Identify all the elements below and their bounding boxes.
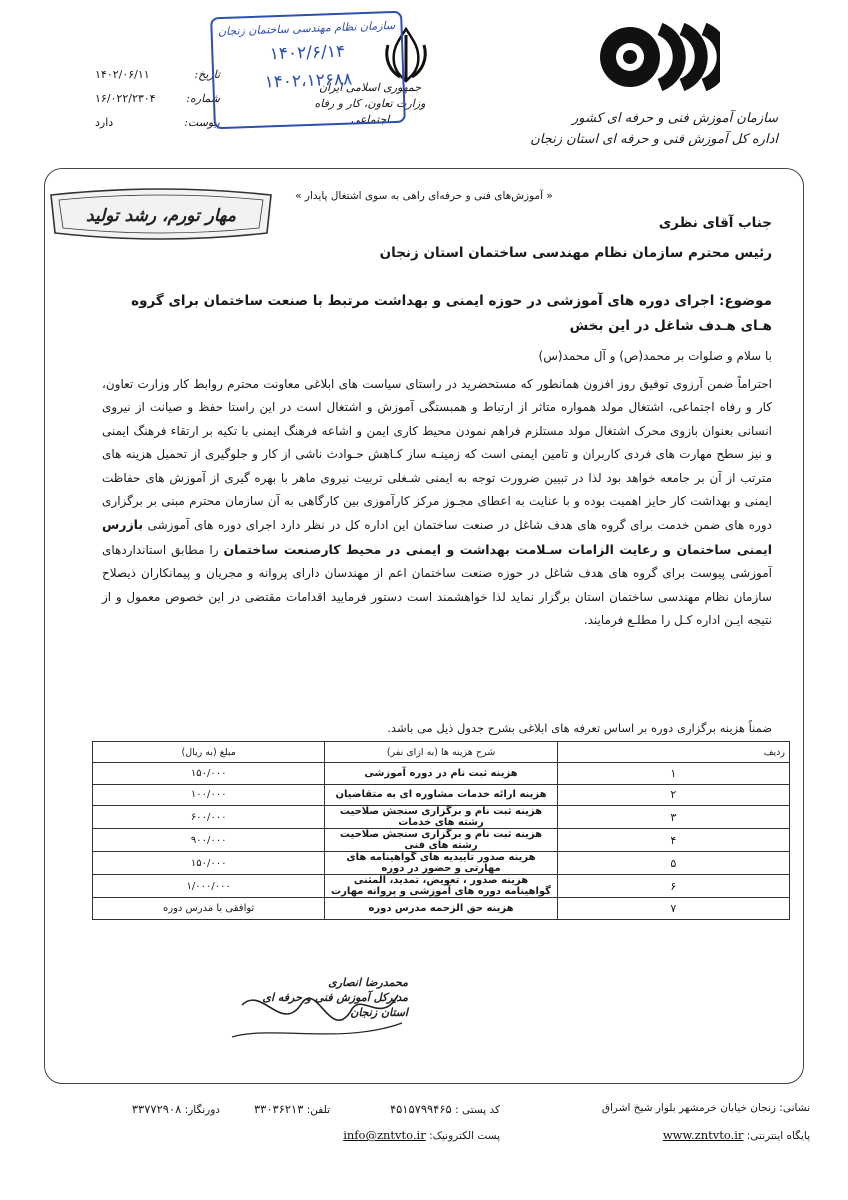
- header-amount: مبلغ (به ریال): [93, 742, 325, 763]
- row-amount: توافقی با مدرس دوره: [93, 898, 325, 919]
- row-amount: ۱/۰۰۰/۰۰۰: [93, 875, 325, 898]
- postal-group: [390, 1102, 500, 1116]
- body-part-2: را مطابق استانداردهای آموزشی پیوست برای گروه های هدف شاغل در حوزه صنعت ساختمان اعم از مهندسان دارای پروانه و مجریان و پیمانکاران ذیصلاح سازمان نظام مهندسی ساختمان استان برگزار نماید لذا خواهشمند است دستور فرمایید اقدامات مقتضی در این خصوص معمول و از نتیجه ایـن اداره کـل را مطلـع فرمایند.: [102, 542, 772, 628]
- fax-value: ۳۳۷۷۲۹۰۸: [131, 1102, 182, 1116]
- address-value: زنجان خیابان خرمشهر بلوار شیخ اشراق: [601, 1102, 776, 1114]
- table-row: [93, 875, 790, 898]
- phone-group: [254, 1102, 330, 1116]
- row-number: ۴: [557, 829, 789, 852]
- postal-value: ۴۵۱۵۷۹۹۴۶۵: [389, 1102, 452, 1116]
- footer-contact-row: [60, 1102, 810, 1128]
- number-label: شماره:: [186, 91, 220, 105]
- table-row: [93, 898, 790, 919]
- greeting: با سلام و صلوات بر محمد(ص) و آل محمد(س): [538, 349, 772, 363]
- seal-text: مهار تورم، رشد تولید: [86, 206, 236, 226]
- table-header-row: [93, 742, 790, 763]
- gov-line-2: وزارت تعاون، کار و رفاه اجتماعی: [314, 97, 426, 126]
- stamp-org: سازمان نظام مهندسی ساختمان زنجان: [217, 18, 396, 39]
- row-number: ۵: [557, 852, 789, 875]
- recipient: [152, 208, 772, 268]
- row-description: هزینه ثبت نام در دوره آموزشی: [325, 763, 557, 784]
- number-value: ۱۶/۰۲۲/۲۳۰۴: [95, 91, 156, 105]
- attachment-label: پیوست:: [184, 115, 220, 129]
- address-label: نشانی:: [779, 1102, 810, 1114]
- signature-block: [228, 975, 408, 1045]
- phone-label: تلفن:: [306, 1104, 330, 1116]
- row-number: ۲: [557, 784, 789, 805]
- row-amount: ۹۰۰/۰۰۰: [93, 829, 325, 852]
- date-row: [95, 62, 220, 86]
- row-description: هزینه حق الزحمه مدرس دوره: [325, 898, 557, 919]
- email-label: پست الکترونیک:: [429, 1130, 500, 1142]
- row-description: هزینه ارائه خدمات مشاوره ای به متقاضیان: [325, 784, 557, 805]
- attachment-row: [95, 110, 220, 134]
- date-value: ۱۴۰۲/۰۶/۱۱: [95, 67, 150, 81]
- row-number: ۶: [557, 875, 789, 898]
- postal-label: کد پستی :: [455, 1104, 500, 1116]
- signer-title: مدیرکل آموزش فنی و حرفه ای: [262, 991, 408, 1004]
- letter-meta: [95, 62, 220, 134]
- tvto-logo: [590, 15, 720, 105]
- row-description: هزینه صدور تاییدیه های گواهینامه های مهارتی و حضور در دوره: [325, 852, 557, 875]
- organization-title: [478, 108, 778, 150]
- body-bold-course: بازرس ایمنی ساختمان و رعایت الزامات سـلامت بهداشت و ایمنی در محیط کارصنعت ساختمان: [102, 517, 772, 557]
- header-description: شرح هزینه ها (به ازای نفر): [325, 742, 557, 763]
- fax-label: دورنگار:: [184, 1104, 220, 1116]
- row-number: ۷: [557, 898, 789, 919]
- row-number: ۱: [557, 763, 789, 784]
- number-row: [95, 86, 220, 110]
- fax-group: [132, 1102, 220, 1116]
- stamp-number: ۱۴۰۲،۱۲۶۸۸: [264, 69, 353, 93]
- stamp-date: ۱۴۰۲/۶/۱۴: [269, 41, 346, 65]
- letter-subject: موضوع: اجرای دوره های آموزشی در حوزه ایمنی و بهداشت مرتبط با صنعت ساختمان برای گروه هـای هـدف شاغل در این بخش: [131, 293, 772, 334]
- table-row: [93, 763, 790, 784]
- table-row: [93, 784, 790, 805]
- fee-table: [92, 741, 790, 920]
- header-row-number: ردیف: [557, 742, 789, 763]
- letter-body: [102, 373, 772, 632]
- footer-web-row: [60, 1128, 810, 1154]
- phone-value: ۳۳۰۳۶۲۱۳: [253, 1102, 304, 1116]
- row-amount: ۱۰۰/۰۰۰: [93, 784, 325, 805]
- signer-name: محمدرضا انصاری: [328, 976, 408, 989]
- signer-province: استان زنجان: [350, 1006, 408, 1019]
- row-description: هزینه صدور ، تعویض، تمدید، المثنی گواهینامه دوره های آموزشی و پروانه مهارت: [325, 875, 557, 898]
- website-link[interactable]: www.zntvto.ir: [662, 1128, 744, 1142]
- org-line-2: اداره کل آموزش فنی و حرفه ای استان زنجان: [530, 132, 778, 147]
- letter-footer: [60, 1102, 810, 1154]
- row-description: هزینه ثبت نام و برگزاری سنجش صلاحیت رشته های فنی: [325, 829, 557, 852]
- attachment-value: دارد: [95, 115, 114, 129]
- website-group: [663, 1128, 810, 1142]
- email-group: [343, 1128, 500, 1142]
- org-line-1: سازمان آموزش فنی و حرفه ای کشور: [571, 111, 778, 126]
- email-link[interactable]: info@zntvto.ir: [343, 1128, 426, 1142]
- row-amount: ۱۵۰/۰۰۰: [93, 852, 325, 875]
- table-row: [93, 806, 790, 829]
- website-label: پایگاه اینترنتی:: [746, 1130, 810, 1142]
- recipient-name: جناب آقای نظری: [658, 215, 772, 231]
- gov-line-1: جمهوری اسلامی ایران: [318, 81, 422, 94]
- receipt-stamp: [210, 11, 406, 130]
- table-intro: ضمناً هزینه برگزاری دوره بر اساس تعرفه های ابلاغی بشرح جدول ذیل می باشد.: [387, 721, 772, 735]
- table-row: [93, 852, 790, 875]
- table-row: [93, 829, 790, 852]
- body-part-1: احتراماً ضمن آرزوی توفیق روز افزون همانطور که مستحضرید در راستای سیاست های ابلاغی معاونت محترم روابط کار وزارت تعاون، کار و رفاه اجتماعی، اشتغال مولد همواره متاثر از ارتباط و همبستگی آموزش و اشتغال است در این راستا حفظ و صیانت از نیروی انسانی بعنوان بازوی محرک اشتغال مولد مستلزم فراهم نمودن محیط کاری ایمن و اشاعه فرهنگ ایمنی با تکیه بر ارتقاء فرهنگ ایمنی و نیز سطح مهارت های فردی کاربران و تامین ایمنی است که زمینـه ساز کـاهش حـوادث ناشی از کار و جلوگیری از تحمیل هزینه های مترتب از آن بر جامعه خواهد بود لذا در تبیین ضرورت توجه به ایمنی شـغلی تربیت نیروی ماهر با بهره گیری از آموزش های حفاظت ایمنی و بهداشت کار حایز اهمیت بوده و با عنایت به اعطای مجـوز مرکز کارآموزی بین کارگاهی به آن سازمان محترم مبنی بر برگزاری دوره های ضمن خدمت برای گروه های هدف شاغل در صنعت ساختمان این اداره کل در نظر دارد اجرای دوره های آموزشی: [102, 377, 772, 533]
- row-amount: ۱۵۰/۰۰۰: [93, 763, 325, 784]
- motto: « آموزش‌های فنی و حرفه‌ای راهی به سوی اشتغال پایدار »: [295, 190, 553, 202]
- recipient-title: رئیس محترم سازمان نظام مهندسی ساختمان استان زنجان: [379, 245, 772, 261]
- date-label: تاریخ:: [194, 67, 220, 81]
- row-description: هزینه ثبت نام و برگزاری سنجش صلاحیت رشته های خدمات: [325, 806, 557, 829]
- row-number: ۳: [557, 806, 789, 829]
- address-group: [602, 1102, 810, 1114]
- row-amount: ۶۰۰/۰۰۰: [93, 806, 325, 829]
